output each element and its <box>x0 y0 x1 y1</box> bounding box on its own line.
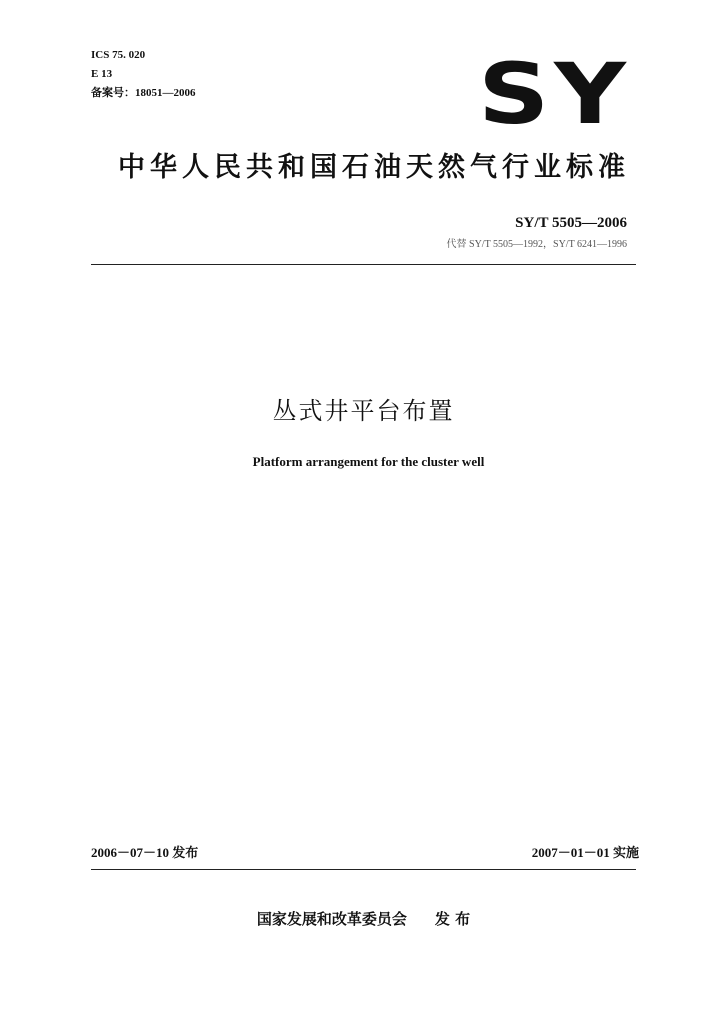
bottom-divider <box>91 869 636 870</box>
standard-number: SY/T 5505—2006 <box>515 215 627 231</box>
ics-code: ICS 75. 020 <box>91 49 146 61</box>
issuer-name: 国家发展和改革委员会 <box>256 910 407 928</box>
document-title-english: Platform arrangement for the cluster well <box>252 454 485 469</box>
organization-title: 中华人民共和国石油天然气行业标准 <box>118 152 630 183</box>
implementation-date: 2007－01－01 实施 <box>531 845 639 860</box>
replaces-note: 代替 SY/T 5505—1992，SY/T 6241—1996 <box>446 239 627 250</box>
document-title-chinese: 丛式井平台布置 <box>272 397 455 425</box>
issue-date: 2006－07－10 发布 <box>91 845 199 860</box>
top-divider <box>91 264 636 265</box>
category-code: E 13 <box>91 68 113 80</box>
filing-number: 备案号：18051—2006 <box>91 87 196 99</box>
sy-logo: SY <box>478 45 631 143</box>
issuer-line <box>0 907 727 931</box>
classification-block <box>91 46 196 103</box>
issuer-action: 发 布 <box>434 910 471 928</box>
